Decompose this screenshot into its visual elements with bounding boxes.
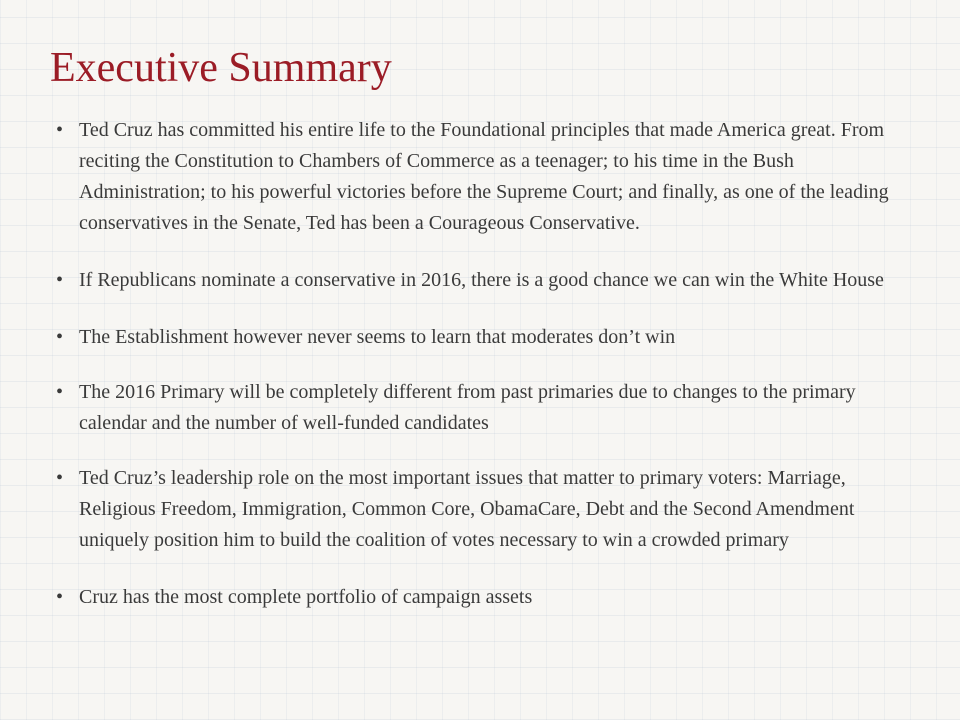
bullet-item [56, 377, 916, 439]
bullet-item [56, 115, 916, 239]
bullet-text: Cruz has the most complete portfolio of campaign assets [79, 586, 533, 608]
bullet-dot: • [56, 586, 64, 608]
bullet-dot: • [56, 269, 64, 291]
bullet-item [56, 463, 916, 556]
bullet-dot: • [56, 381, 64, 403]
bullet-text: The Establishment however never seems to learn that moderates don’t win [79, 326, 676, 348]
bullet-item [56, 582, 916, 613]
bullet-text: The 2016 Primary will be completely different from past primaries due to changes to the primary calendar and the number of well-funded candidates [79, 381, 856, 434]
bullet-text: Ted Cruz’s leadership role on the most important issues that matter to primary voters: Marriage, Religious Freedom, Immigration, Common Core, ObamaCare, Debt and the Second Amendment uniquely position him to build the coalition of votes necessary to win a crowded primary [79, 467, 855, 551]
bullet-text: Ted Cruz has committed his entire life to the Foundational principles that made America great. From reciting the Constitution to Chambers of Commerce as a teenager; to his time in the Bush Administration; to his powerful victories before the Supreme Court; and finally, as one of the leading conservatives in the Senate, Ted has been a Courageous Conservative. [79, 119, 889, 234]
bullet-dot: • [56, 467, 64, 489]
bullet-item [56, 322, 916, 353]
bullet-dot: • [56, 326, 64, 348]
bullet-text: If Republicans nominate a conservative in 2016, there is a good chance we can win the White House [79, 269, 884, 291]
slide-title: Executive Summary [50, 45, 392, 91]
bullet-list [56, 115, 916, 613]
bullet-dot: • [56, 119, 64, 141]
bullet-item [56, 265, 916, 296]
